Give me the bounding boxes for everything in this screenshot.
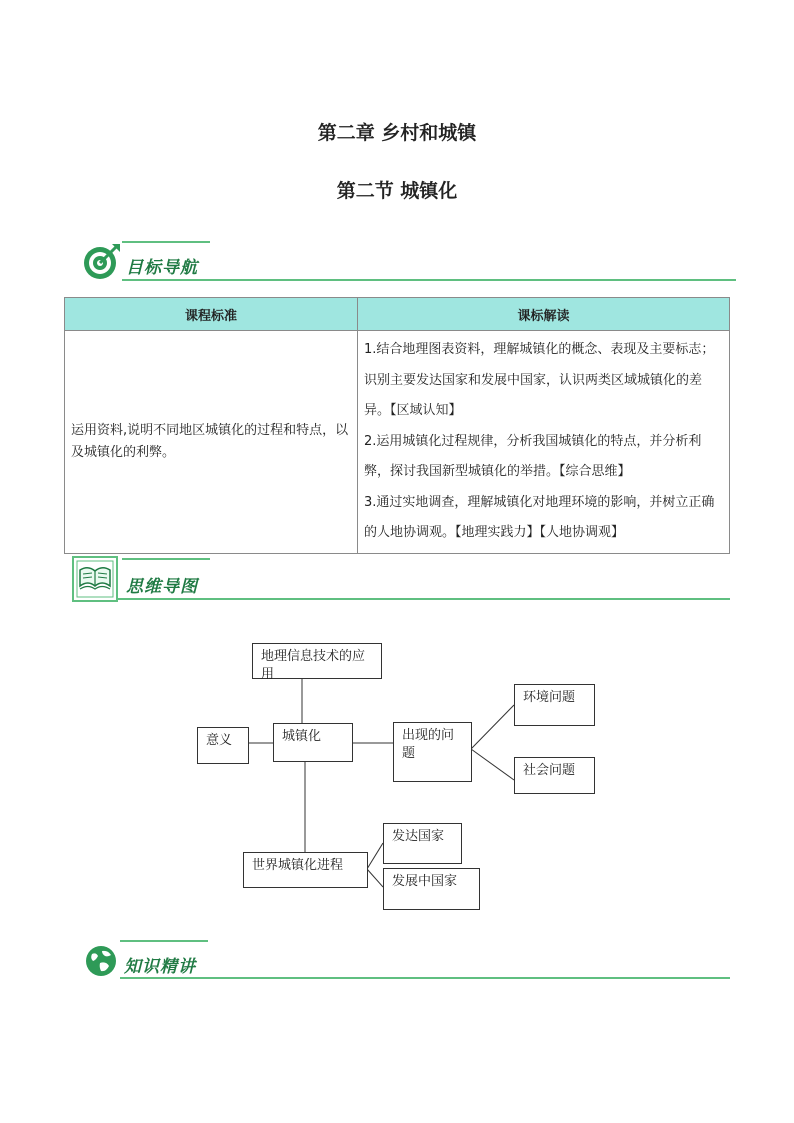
mindmap-node-developed: 发达国家 — [383, 823, 462, 864]
interpretation-cell — [358, 331, 730, 554]
chapter-title: 第二章 乡村和城镇 — [317, 122, 477, 144]
book-icon — [72, 556, 118, 602]
knowledge-section-header — [84, 940, 730, 984]
mindmap-node-problems: 出现的问题 — [393, 722, 472, 782]
mindmap-node-social: 社会问题 — [514, 757, 595, 794]
interpretation-item-2: 2.运用城镇化过程规律，分析我国城镇化的特点，并分析利弊，探讨我国新型城镇化的举措。【综合思维】 — [364, 433, 702, 479]
mindmap-node-developing: 发展中国家 — [383, 868, 480, 910]
course-standard-table — [64, 297, 730, 554]
table-header-standard: 课程标准 — [65, 298, 358, 331]
mindmap-node-meaning: 意义 — [197, 727, 249, 764]
section-title: 第二节 城镇化 — [336, 180, 458, 202]
mindmap-node-gis: 地理信息技术的应用 — [252, 643, 382, 679]
goal-section-header — [82, 240, 736, 284]
globe-icon — [84, 942, 120, 978]
standard-cell: 运用资料,说明不同地区城镇化的过程和特点，以及城镇化的利弊。 — [65, 331, 358, 554]
interpretation-item-1: 1.结合地理图表资料，理解城镇化的概念、表现及主要标志；识别主要发达国家和发展中国家，认识两类区域城镇化的差异。【区域认知】 — [364, 342, 715, 418]
mindmap-node-environment: 环境问题 — [514, 684, 595, 726]
mindmap-node-urbanization: 城镇化 — [273, 723, 353, 762]
knowledge-section-label: 知识精讲 — [124, 957, 196, 977]
goal-section-label: 目标导航 — [126, 258, 198, 278]
target-icon — [82, 242, 122, 282]
interpretation-item-3: 3.通过实地调查，理解城镇化对地理环境的影响，并树立正确的人地协调观。【地理实践力】【人地协调观】 — [364, 494, 715, 540]
mindmap-section-header — [72, 556, 730, 604]
mindmap-node-world: 世界城镇化进程 — [243, 852, 368, 888]
mindmap-section-label: 思维导图 — [126, 577, 198, 597]
table-header-interpretation: 课标解读 — [358, 298, 730, 331]
